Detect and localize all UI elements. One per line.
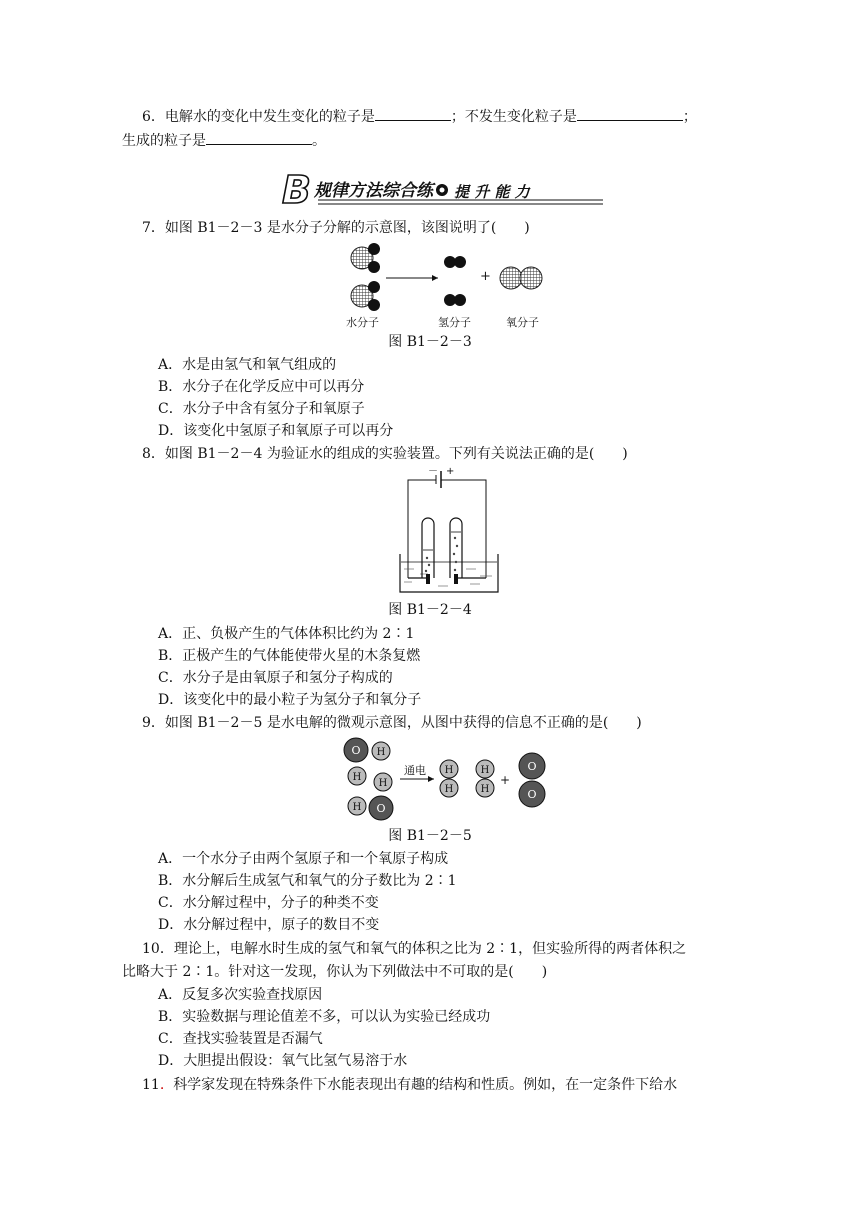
q10-stem-line2: 比略大于 2∶1。针对这一发现，你认为下列做法中不可取的是( ) — [122, 964, 548, 980]
battery-plus: + — [446, 466, 455, 477]
q11-stem — [142, 1075, 677, 1095]
q8-caption: 图 B1－2－4 — [388, 602, 472, 618]
battery-minus: － — [428, 466, 438, 477]
svg-text:H: H — [480, 765, 490, 776]
q6-text-b: ；不发生变化粒子是 — [450, 109, 577, 125]
svg-text:H: H — [376, 747, 386, 758]
svg-text:O: O — [527, 788, 537, 801]
arrow-label: 通电 — [404, 764, 426, 777]
section-banner — [278, 170, 608, 216]
q7-plus: + — [480, 269, 491, 284]
svg-text:H: H — [378, 778, 388, 789]
label-water-molecule: 水分子 — [346, 316, 379, 329]
q6-line2 — [122, 130, 326, 151]
label-hydrogen-molecule: 氢分子 — [438, 316, 471, 329]
q7-option-d[interactable]: D．该变化中氢原子和氧原子可以再分 — [158, 423, 394, 439]
q9-stem: 9．如图 B1－2－5 是水电解的微观示意图，从图中获得的信息不正确的是( ) — [142, 715, 642, 731]
hydrogen-molecule-1 — [444, 256, 466, 268]
oxygen-molecule — [500, 267, 542, 289]
svg-text:O: O — [527, 760, 537, 773]
q8-option-b[interactable]: B．正极产生的气体能使带火星的木条复燃 — [158, 648, 421, 664]
q10-option-a[interactable]: A．反复多次实验查找原因 — [158, 987, 323, 1003]
banner-subtitle: 提 升 能 力 — [454, 183, 530, 201]
q9-option-c[interactable]: C．水分解过程中，分子的种类不变 — [158, 895, 379, 911]
water-molecule-2 — [351, 281, 380, 311]
q6-text-c: ； — [682, 109, 697, 125]
svg-text:H: H — [444, 784, 454, 795]
q10-option-b[interactable]: B．实验数据与理论值差不多，可以认为实验已经成功 — [158, 1009, 491, 1025]
oxygen-molecule — [519, 753, 545, 807]
q6-text-d: 生成的粒子是 — [122, 133, 206, 149]
q7-stem: 7．如图 B1－2－3 是水分子分解的示意图，该图说明了( ) — [142, 220, 530, 236]
q9-plus: + — [500, 773, 511, 787]
label-oxygen-molecule: 氧分子 — [506, 316, 539, 329]
q7-option-c[interactable]: C．水分子中含有氢分子和氧原子 — [158, 401, 365, 417]
svg-text:O: O — [376, 802, 386, 815]
q8-figure — [398, 466, 500, 600]
svg-text:O: O — [351, 744, 361, 757]
q10-option-d[interactable]: D．大胆提出假设：氧气比氢气易溶于水 — [158, 1053, 408, 1069]
q8-option-d[interactable]: D．该变化中的最小粒子为氢分子和氧分子 — [158, 692, 422, 708]
q6-text-e: 。 — [312, 133, 326, 149]
q9-option-a[interactable]: A．一个水分子由两个氢原子和一个氧原子构成 — [158, 851, 449, 867]
q9-option-d[interactable]: D．水分解过程中，原子的数目不变 — [158, 917, 380, 933]
q6-blank-1[interactable] — [375, 106, 451, 121]
q7-option-b[interactable]: B．水分子在化学反应中可以再分 — [158, 379, 365, 395]
svg-text:H: H — [352, 772, 362, 783]
q8-stem: 8．如图 B1－2－4 为验证水的组成的实验装置。下列有关说法正确的是( ) — [142, 446, 628, 462]
hydrogen-molecule-2 — [476, 760, 494, 797]
banner-letter: B — [282, 170, 311, 212]
q8-option-a[interactable]: A．正、负极产生的气体体积比约为 2∶1 — [158, 626, 415, 642]
q7-caption: 图 B1－2－3 — [388, 334, 472, 350]
q7-option-a[interactable]: A．水是由氢气和氧气组成的 — [158, 357, 337, 373]
svg-text:H: H — [480, 784, 490, 795]
q9-caption: 图 B1－2－5 — [388, 828, 472, 844]
q8-option-c[interactable]: C．水分子是由氧原子和氢分子构成的 — [158, 670, 393, 686]
q11-dot: . — [159, 1077, 165, 1093]
banner-title: 规律方法综合练 — [314, 181, 433, 201]
q6-blank-2[interactable] — [577, 106, 683, 121]
water-molecule-1 — [351, 243, 380, 273]
svg-text:H: H — [444, 765, 454, 776]
q7-figure — [338, 238, 558, 338]
q11-text: 科学家发现在特殊条件下水能表现出有趣的结构和性质。例如，在一定条件下给水 — [173, 1077, 678, 1093]
q9-option-b[interactable]: B．水分解后生成氢气和氧气的分子数比为 2∶1 — [158, 873, 457, 889]
q6-line1 — [142, 106, 697, 127]
hydrogen-molecule-2 — [444, 294, 466, 306]
q10-option-c[interactable]: C．查找实验装置是否漏气 — [158, 1031, 323, 1047]
q11-number: 11 — [142, 1077, 160, 1093]
svg-text:H: H — [352, 802, 362, 813]
q6-blank-3[interactable] — [206, 130, 312, 145]
q9-figure — [340, 736, 560, 830]
hydrogen-molecule-1 — [440, 760, 458, 797]
q6-text-a: 6．电解水的变化中发生变化的粒子是 — [142, 109, 375, 125]
q10-stem-line1: 10．理论上，电解水时生成的氢气和氧气的体积之比为 2∶1，但实验所得的两者体积之 — [142, 941, 687, 957]
